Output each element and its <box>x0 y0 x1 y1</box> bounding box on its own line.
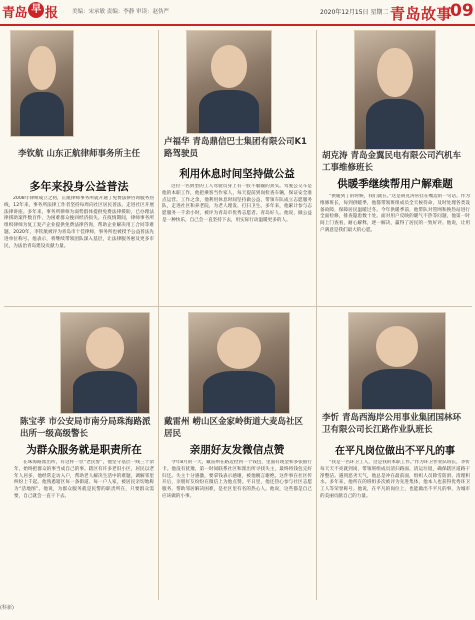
section-title: 青岛故事 <box>390 5 453 23</box>
article-chen-baoxiao <box>14 312 154 602</box>
article-byline: 李忻 青岛西海岸公用事业集团国林环卫有限公司长江路作业队班长 <box>322 413 461 435</box>
article-body: “我是一名环卫工人，这是我的本职工作。”作为环卫作业队班长，李忻每天天不亮就到岗，带领班组成员清扫路面、清运垃圾，确保辖区道路干净整洁。遇到恶劣天气，他总是冲在最前面，组织人员除雪防滑、清理积水。多年来，他所在的班组多次被评为先进集体，他本人也获得优秀环卫工人等荣誉称号。他说，在平凡的岗位上，也能做出不平凡的事，为城市的美丽贡献自己的力量。 <box>320 460 470 499</box>
masthead <box>0 0 475 26</box>
article-byline: 陈宝孝 市公安局市南分局珠海路派出所一级高级警长 <box>20 417 151 439</box>
article-headline: 为群众服务就是职责所在 <box>26 444 142 456</box>
issue-date: 2020年12月15日 星期二 <box>320 9 389 16</box>
portrait-photo <box>354 30 436 150</box>
editor-credits: 美编：宋承敏 责编：李静 审读：赵伪严 <box>72 9 169 15</box>
article-body: 这位一名典型的工人驾驶员身上有一股不服输的劲头。驾驶公交车是他的本职工作，他把乘客当作家人，每天提前到岗检查车辆，保证安全准点运营。工作之余，他利用休息时间坚持做公益，带领车队成立志愿服务队，走进社区和养老院，为老人理发、打扫卫生。多年来，他累计参与志愿服务一千余小时，被评为青岛市优秀志愿者、青岛好人。他说，做公益是一种快乐，自己会一直坚持下去，用实际行动温暖更多的人。 <box>162 184 312 223</box>
article-headline: 利用休息时间坚持做公益 <box>179 168 295 180</box>
article-lu-fuhua <box>162 30 312 302</box>
article-li-qinhang <box>4 30 154 302</box>
page-number: 09 <box>450 1 474 21</box>
portrait-photo <box>188 312 290 414</box>
article-byline: 卢福华 青岛鼎信巴士集团有限公司K1路驾驶员 <box>164 137 307 159</box>
article-body: 在珠海路派出所，有这样一位“老民警”，他坚守基层一线三十余年，始终把群众的事当成自己的事。辖区有许多老旧小区，居民以老年人居多，他经常走访入户，帮助老人解决生活中的难题，调解邻里纠纷上千起。他熟悉辖区每一条街道、每一户人家，被居民亲切地称为“活地图”。他说，为群众服务就是民警的职责所在，只要群众需要，自己就会一直干下去。 <box>14 460 154 499</box>
portrait-photo <box>10 30 74 137</box>
row-divider <box>4 306 472 307</box>
side-tab-label: (科新) <box>0 605 14 611</box>
article-headline: 亲朋好友发微信点赞 <box>189 444 285 456</box>
article-headline: 供暖季继续帮用户解难题 <box>337 178 453 190</box>
portrait-photo <box>186 30 272 134</box>
article-body: 今年8月的一天，戴雷州在路边捡到一个钱包，里面有现金和多张银行卡。他没有犹豫，第一时间联系社区和派出所寻找失主，最终将钱包完好归还。失主十分感激，要拿钱表示感谢，被他婉言谢绝。这件事在社区传开后，亲朋好友纷纷在微信上为他点赞。平日里，他还热心参与社区志愿服务，帮助邻居解决困难，是社区里有名的热心人。他说，这些都是自己应该做的小事。 <box>162 460 312 499</box>
article-hu-ketao <box>320 30 470 302</box>
column-divider <box>158 30 159 600</box>
newspaper-logo: 青岛 早 报 <box>2 4 58 21</box>
article-headline: 在平凡岗位做出不平凡的事 <box>335 446 455 457</box>
article-headline: 多年来投身公益普法 <box>29 180 129 193</box>
article-body: 2008年律师成立之初，正航律师事务所就开通了免费法律咨询服务热线，12年来，事务所法律工作者坚持每周向社区居民普法，走进社区开展法律讲座。多年来，事务所律师为弱势群体提供免费法律援助，已办理法律援助案件数百件，为困难群众挽回经济损失。在疫情期间，律师事务所组织律师为复工复产企业提供免费法律咨询，帮助企业解决用工合同等难题。2020年，李钦航被评为青岛市十佳律师，事务所也被授予公益普法先进单位称号。他表示，将继续带领团队深入基层，让法律服务惠及更多市民，为法治青岛建设贡献力量。 <box>4 196 154 249</box>
article-body: “供暖到了的时候，我们就在。”这是胡克涛常挂在嘴边的一句话。作为维修班长，每到供暖季，他都带领班组成员全天候待命，及时处理各类设备故障，保障居民温暖过冬。今年供暖季前，他带队对管网和换热站进行全面检修，排查隐患数十处。面对用户反映的暖气不热等问题，他第一时间上门查看，耐心解释，逐一解决，赢得了居民的一致好评。他说，让用户满意是我们最大的心愿。 <box>320 194 470 233</box>
portrait-photo <box>60 312 150 414</box>
article-byline: 戴雷州 崂山区金家岭街道大麦岛社区居民 <box>164 417 303 439</box>
portrait-photo <box>348 312 446 410</box>
column-divider <box>316 30 317 600</box>
article-byline: 胡克涛 青岛金翼民电有限公司汽机车工事维修班长 <box>322 151 461 173</box>
article-dai-leizhou <box>162 312 312 602</box>
article-byline: 李钦航 山东正航律师事务所主任 <box>18 149 140 159</box>
article-li-xin <box>320 312 470 602</box>
logo-badge: 早 <box>28 2 44 18</box>
